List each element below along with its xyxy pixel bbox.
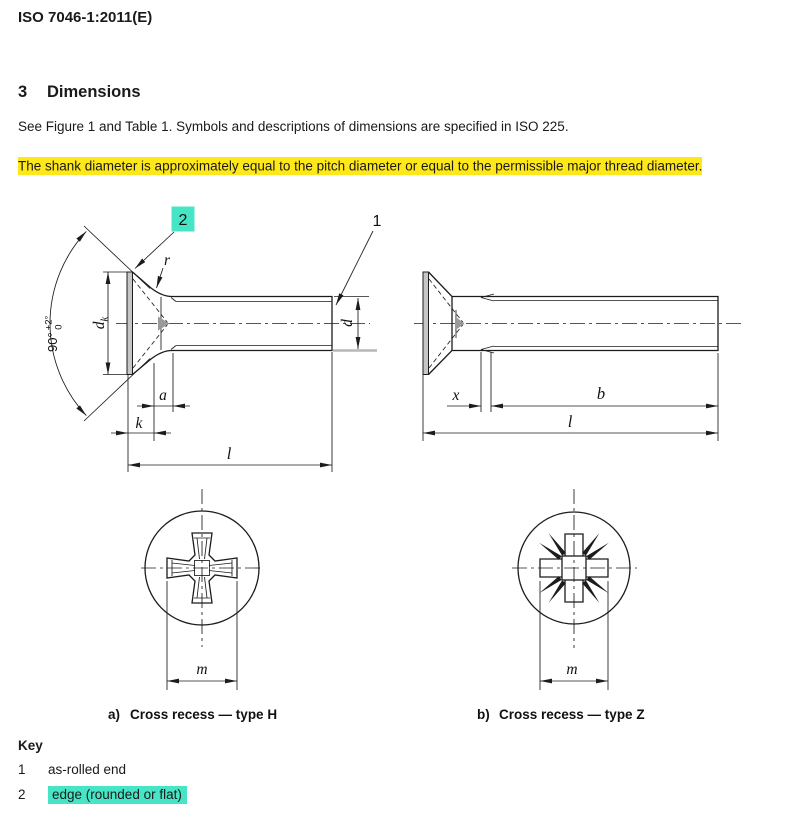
- l-label-left: l: [226, 444, 232, 463]
- r-label: r: [163, 252, 171, 269]
- caption-a-prefix: a): [108, 707, 121, 722]
- x-label: x: [452, 387, 460, 404]
- b-label: b: [596, 384, 606, 403]
- section-heading: [18, 83, 141, 102]
- key-item-number: 1: [18, 762, 26, 777]
- key-item-1: [18, 762, 187, 777]
- callout-1-label: 1: [372, 213, 382, 230]
- head-edge-band: [127, 272, 133, 375]
- callout-1-leader: [336, 231, 373, 305]
- key-item-label: as-rolled end: [48, 762, 127, 777]
- r-leader: [157, 268, 164, 288]
- angle-label: 90°$^{+2^\circ}$0: [43, 315, 65, 352]
- head-edge-band: [423, 272, 429, 375]
- yellow-highlight: The shank diameter is approximately equal to the pitch diameter or equal to the permissible major thread diameter.: [18, 158, 703, 173]
- section-number: 3: [18, 83, 28, 101]
- document-header: ISO 7046-1:2011(E): [18, 9, 153, 26]
- callout-2-label: 2: [178, 212, 188, 229]
- recess-point-wedge: [455, 317, 465, 331]
- k-label: k: [135, 415, 143, 432]
- caption-b-prefix: b): [477, 707, 490, 722]
- cross-recess-type-z-view: [512, 489, 637, 690]
- section-title: Dimensions: [47, 83, 141, 101]
- key-title: Key: [18, 738, 43, 753]
- m-label-right: m: [566, 661, 578, 678]
- recess-point-wedge: [158, 317, 170, 331]
- key-item-2: [18, 786, 187, 804]
- l-label-right: l: [567, 412, 573, 431]
- key-section: [18, 738, 187, 813]
- d-label: d: [339, 319, 356, 327]
- cross-recess-type-h-view: [141, 489, 264, 690]
- figure-1-drawing: [0, 200, 788, 736]
- angle-arc: [50, 231, 86, 415]
- key-item-label-highlighted: edge (rounded or flat): [48, 786, 187, 804]
- highlighted-paragraph: [18, 156, 772, 176]
- dk-label: $d_k$: [91, 316, 111, 330]
- screw-side-view-right: [414, 272, 742, 441]
- m-label-left: m: [196, 661, 208, 678]
- a-label: a: [159, 387, 167, 404]
- caption-b: Cross recess — type Z: [499, 707, 645, 722]
- screw-side-view-left: [44, 207, 382, 473]
- intro-paragraph: See Figure 1 and Table 1. Symbols and descriptions of dimensions are specified in ISO 225.: [18, 119, 569, 134]
- x-extension-lines: [481, 352, 491, 412]
- caption-a: Cross recess — type H: [130, 707, 278, 722]
- key-item-number: 2: [18, 787, 26, 802]
